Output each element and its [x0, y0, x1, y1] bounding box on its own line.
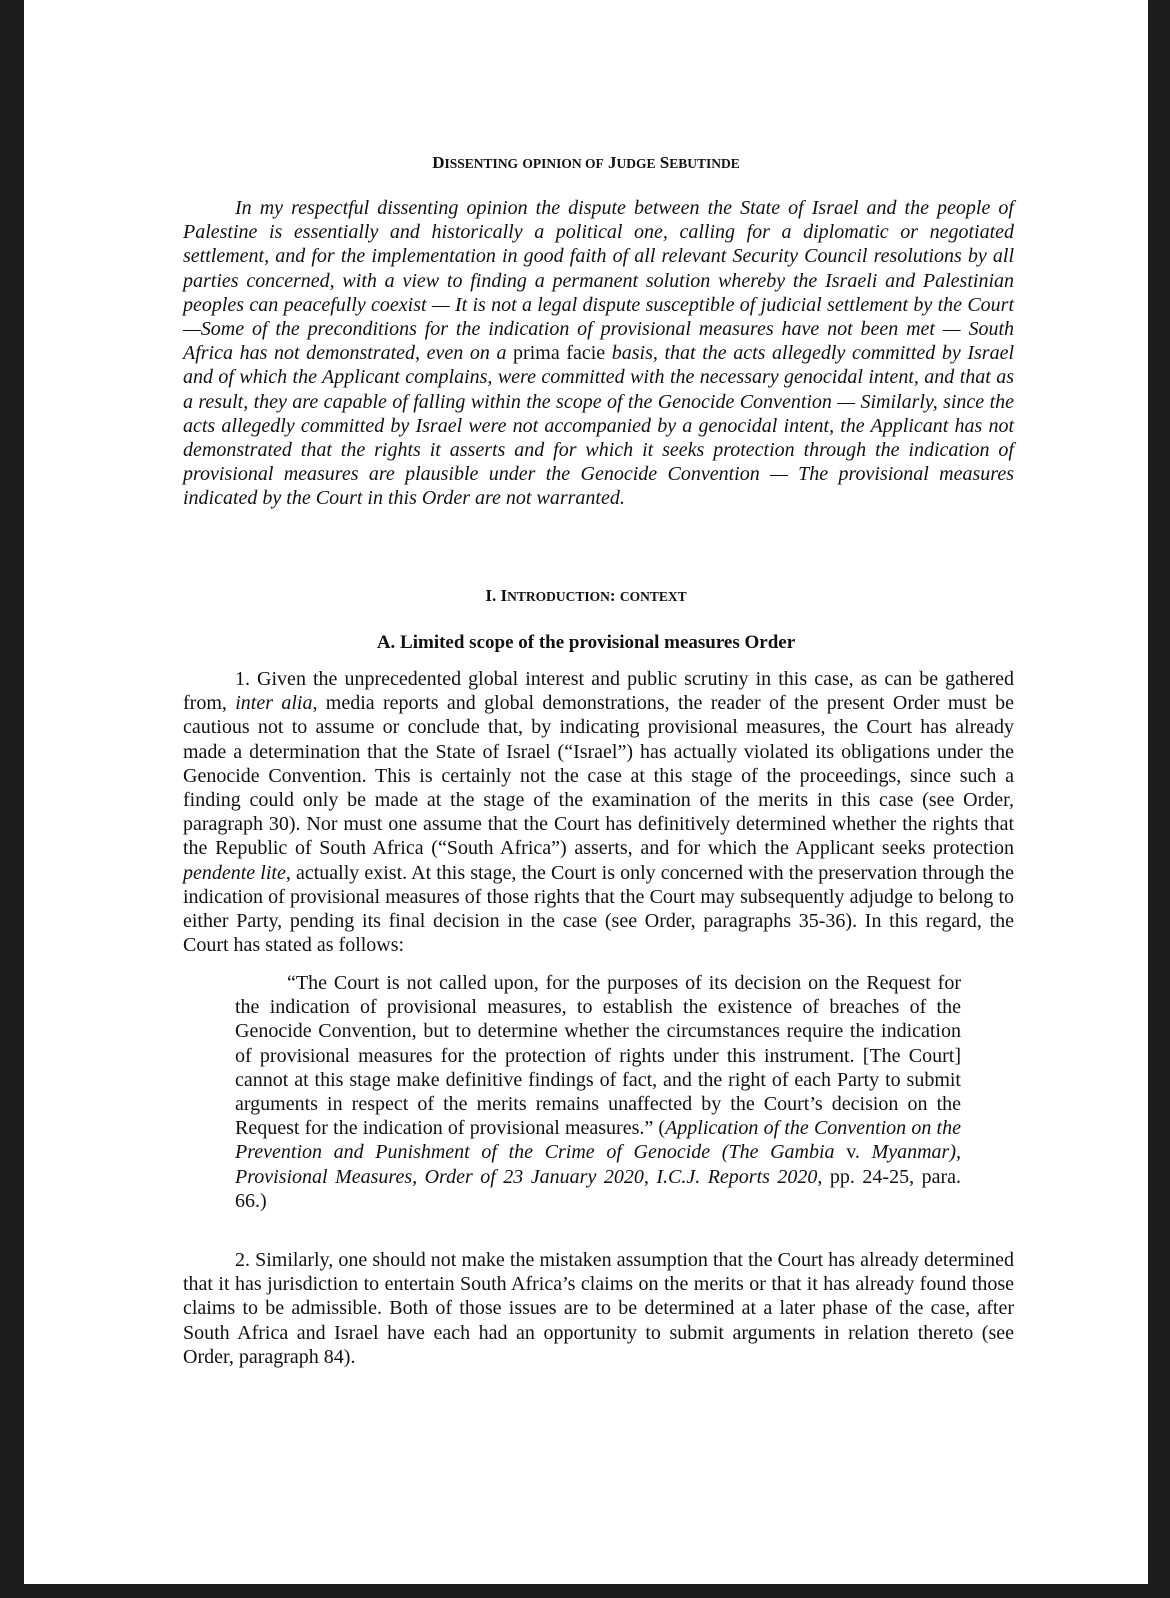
- title-word: OPINION OF: [522, 156, 604, 171]
- title-word-initial: S: [659, 153, 670, 172]
- block-quote: [235, 971, 961, 1213]
- section-numeral: I. I: [485, 586, 508, 605]
- quote-citation-v: v.: [846, 1141, 860, 1164]
- paragraph-text: 1. Given the unprecedented global interest and public scrutiny in this case, as can be gathered from,: [183, 668, 1014, 715]
- paragraph-latin-term: inter alia: [235, 692, 313, 715]
- title-word-rest: ISSENTING: [444, 156, 519, 171]
- paragraph-text: , actually exist. At this stage, the Court is only concerned with the preservation through the indication of provisional measures of those rights that the Court may subsequently adjudge to belong to either Party, pending its final decision in the case (see Order, paragraphs 35-36). In this regard, the Court has stated as follows:: [183, 861, 1014, 957]
- paragraph-2: 2. Similarly, one should not make the mistaken assumption that the Court has already determined that it has jurisdiction to entertain South Africa’s claims on the merits or that it has already found those claims to be admissible. Both of those issues are to be determined at a later phase of the case, after South Africa and Israel have each had an opportunity to submit arguments in relation thereto (see Order, paragraph 84).: [183, 1249, 1014, 1368]
- title-word-initial: D: [432, 153, 445, 172]
- summary-text: basis, that the acts allegedly committed by Israel and of which the Applicant complains, were committed with the necessary genocidal intent, and that as a result, they are capable of falling within the scope of the Genocide Convention — Similarly, since the acts allegedly committed by Israel were not accompanied by a genocidal intent, the Applicant has not demonstrated that the rights it asserts and for which it seeks protection through the indication of provisional measures are plausible under the Genocide Convention — The provisional measures indicated by the Court in this Order are not warranted.: [183, 342, 1014, 510]
- quote-citation: Myanmar), Provisional Measures, Order of 23 January 2020, I.C.J. Reports 2020: [235, 1141, 961, 1188]
- paragraph-text: , media reports and global demonstrations, the reader of the present Order must be cautious not to assume or conclude that, by indicating provisional measures, the Court has already made a determination that the State of Israel (“Israel”) has actually violated its obligations under the Genocide Convention. This is certainly not the case at this stage of the proceedings, since such a finding could only be made at the stage of the examination of the merits in this case (see Order, paragraph 30). Nor must one assume that the Court has definitively determined whether the rights that the Republic of South Africa (“South Africa”) asserts, and for which the Applicant seeks protection: [183, 692, 1014, 860]
- sub-heading: A. Limited scope of the provisional measures Order: [376, 632, 796, 653]
- summary-latin-term: prima facie: [513, 342, 606, 365]
- title-word-rest: UDGE: [616, 156, 656, 171]
- quote-text: “The Court is not called upon, for the purposes of its decision on the Request for the indication of provisional measures, to establish the existence of breaches of the Genocide Convention, but to determine whether the circumstances require the indication of provisional measures for the protection of rights under this instrument. [The Court] cannot at this stage make definitive findings of fact, and the right of each Party to submit arguments in respect of the merits remains unaffected by the Court’s decision on the Request for the indication of provisional measures.” (: [235, 972, 961, 1140]
- opinion-summary: [183, 196, 1014, 511]
- document-title: [24, 153, 1148, 173]
- title-word-rest: EBUTINDE: [669, 156, 740, 171]
- paragraph-1: [183, 667, 1014, 957]
- section-subtitle: CONTEXT: [619, 589, 687, 604]
- quote-citation: Application of the Convention on the Prevention and Punishment of the Crime of Genocide (The Gambia: [235, 1117, 961, 1164]
- title-word-initial: J: [607, 153, 617, 172]
- section-heading: [24, 586, 1148, 606]
- quote-citation-tail: , pp. 24-25, para. 66.): [235, 1165, 961, 1212]
- section-separator: :: [609, 586, 620, 605]
- summary-text: In my respectful dissenting opinion the dispute between the State of Israel and the people of Palestine is essentially and historically a political one, calling for a diplomatic or negotiated settlement, and for the implementation in good faith of all relevant Security Council resolutions by all parties concerned, with a view to finding a permanent solution whereby the Israeli and Palestinian peoples can peacefully coexist — It is not a legal dispute susceptible of judicial settlement by the Court —Some of the preconditions for the indication of provisional measures have not been met — South Africa has not demonstrated, even on a: [183, 197, 1014, 365]
- section-title-rest: NTRODUCTION: [507, 589, 610, 604]
- paragraph-latin-term: pendente lite: [183, 861, 286, 884]
- document-page: [24, 0, 1148, 1584]
